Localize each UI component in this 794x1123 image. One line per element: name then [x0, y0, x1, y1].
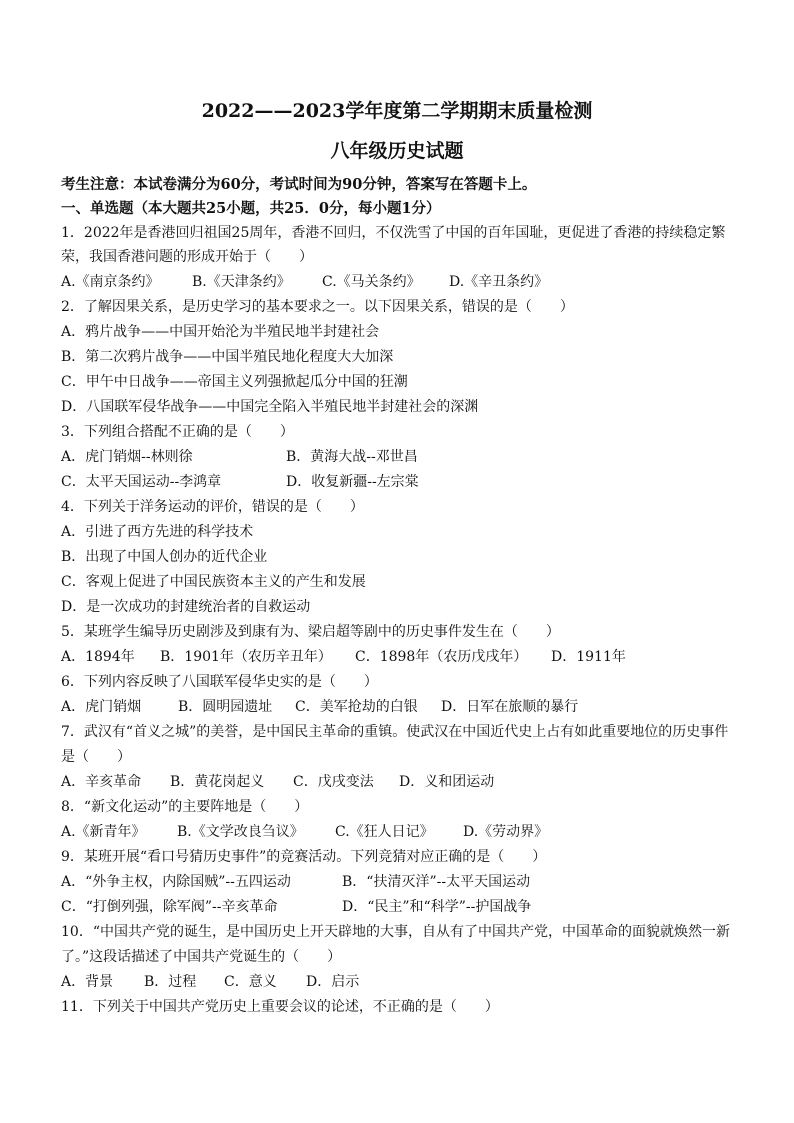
question-10-option-b: B．过程	[144, 974, 197, 990]
question-1-stem: 荣，我国香港问题的形成开始于（ ）	[61, 249, 313, 265]
question-4-option-c: C．客观上促进了中国民族资本主义的产生和发展	[61, 574, 366, 590]
question-3-option-c: C．太平天国运动--李鸿章	[61, 474, 222, 490]
question-3-stem: 3．下列组合搭配不正确的是（ ）	[61, 424, 294, 440]
question-8-stem: 8．“新文化运动”的主要阵地是（ ）	[61, 799, 309, 815]
question-5-option-b: B．1901年（农历辛丑年）	[160, 649, 332, 665]
question-7-option-c: C．戊戌变法	[293, 774, 374, 790]
question-5-stem: 5．某班学生编导历史剧涉及到康有为、梁启超等剧中的历史事件发生在（ ）	[61, 624, 560, 640]
question-6-option-d: D．日军在旅顺的暴行	[441, 699, 579, 715]
exam-subtitle: 八年级历史试题	[330, 140, 464, 162]
question-2-option-a: A．鸦片战争——中国开始沦为半殖民地半封建社会	[61, 324, 380, 340]
question-8-option-b: B.《文学改良刍议》	[177, 824, 304, 840]
question-2-option-d: D．八国联军侵华战争——中国完全陷入半殖民地半封建社会的深渊	[61, 399, 479, 415]
question-6-stem: 6．下列内容反映了八国联军侵华史实的是（ ）	[61, 674, 378, 690]
question-10-option-c: C．意义	[224, 974, 277, 990]
question-6-option-c: C．美军抢劫的白银	[295, 699, 418, 715]
question-2-option-b: B．第二次鸦片战争——中国半殖民地化程度大大加深	[61, 349, 394, 365]
question-3-option-d: D．收复新疆--左宗棠	[286, 474, 419, 490]
question-7-stem: 是（ ）	[61, 749, 131, 765]
question-1-option-d: D.《辛丑条约》	[449, 274, 549, 290]
question-2-stem: 2．了解因果关系，是历史学习的基本要求之一。以下因果关系，错误的是（ ）	[61, 299, 574, 315]
question-3-option-b: B．黄海大战--邓世昌	[286, 449, 418, 465]
exam-notice: 考生注意：本试卷满分为60分，考试时间为90分钟，答案写在答题卡上。	[61, 176, 537, 193]
question-1-option-b: B.《天津条约》	[192, 274, 291, 290]
question-7-stem: 7．武汉有“首义之城”的美誉，是中国民主革命的重镇。使武汉在中国近代史上占有如此重要地位的历史事件	[61, 724, 729, 740]
question-8-option-a: A.《新青年》	[61, 824, 146, 840]
question-2-option-c: C．甲午中日战争——帝国主义列强掀起瓜分中国的狂潮	[61, 374, 408, 390]
question-4-stem: 4．下列关于洋务运动的评价，错误的是（ ）	[61, 499, 364, 515]
question-6-option-b: B．圆明园遗址	[178, 699, 273, 715]
question-7-option-b: B．黄花岗起义	[170, 774, 265, 790]
question-9-option-a: A．“外争主权，内除国贼”--五四运动	[61, 874, 291, 890]
question-9-stem: 9．某班开展“看口号猜历史事件”的竞赛活动。下列竞猜对应正确的是（ ）	[61, 849, 547, 865]
question-4-option-b: B．出现了中国人创办的近代企业	[61, 549, 268, 565]
question-8-option-d: D.《劳动界》	[463, 824, 549, 840]
question-11-stem: 11．下列关于中国共产党历史上重要会议的论述，不正确的是（ ）	[61, 999, 499, 1015]
question-10-stem: 了。”这段话描述了中国共产党诞生的（ ）	[61, 949, 342, 965]
question-1-stem: 1．2022年是香港回归祖国25周年，香港不回归，不仅洗雪了中国的百年国耻，更促进了香港的持续稳定繁	[61, 225, 726, 241]
question-10-option-a: A．背景	[61, 974, 114, 990]
question-5-option-a: A．1894年	[61, 649, 135, 665]
question-4-option-a: A．引进了西方先进的科学技术	[61, 524, 254, 540]
exam-title: 2022——2023学年度第二学期期末质量检测	[201, 100, 593, 122]
question-3-option-a: A．虎门销烟--林则徐	[61, 449, 193, 465]
question-7-option-d: D．义和团运动	[399, 774, 495, 790]
question-5-option-d: D．1911年	[551, 649, 626, 665]
question-1-option-c: C.《马关条约》	[322, 274, 421, 290]
question-10-option-d: D．启示	[306, 974, 360, 990]
question-1-option-a: A.《南京条约》	[61, 274, 160, 290]
question-6-option-a: A．虎门销烟	[61, 699, 142, 715]
question-9-option-d: D．“民主”和“科学”--护国战争	[342, 899, 532, 915]
question-4-option-d: D．是一次成功的封建统治者的自救运动	[61, 599, 311, 615]
section-heading: 一、单选题（本大题共25小题，共25．0分，每小题1分）	[61, 200, 441, 217]
question-9-option-c: C．“打倒列强，除军阀”--辛亥革命	[61, 899, 278, 915]
question-9-option-b: B．“扶清灭洋”--太平天国运动	[342, 874, 531, 890]
question-8-option-c: C.《狂人日记》	[335, 824, 434, 840]
question-7-option-a: A．辛亥革命	[61, 774, 142, 790]
question-5-option-c: C．1898年（农历戊戌年）	[355, 649, 528, 665]
question-10-stem: 10．“中国共产党的诞生，是中国历史上开天辟地的大事，自从有了中国共产党，中国革命的面貌就焕然一新	[61, 924, 730, 940]
